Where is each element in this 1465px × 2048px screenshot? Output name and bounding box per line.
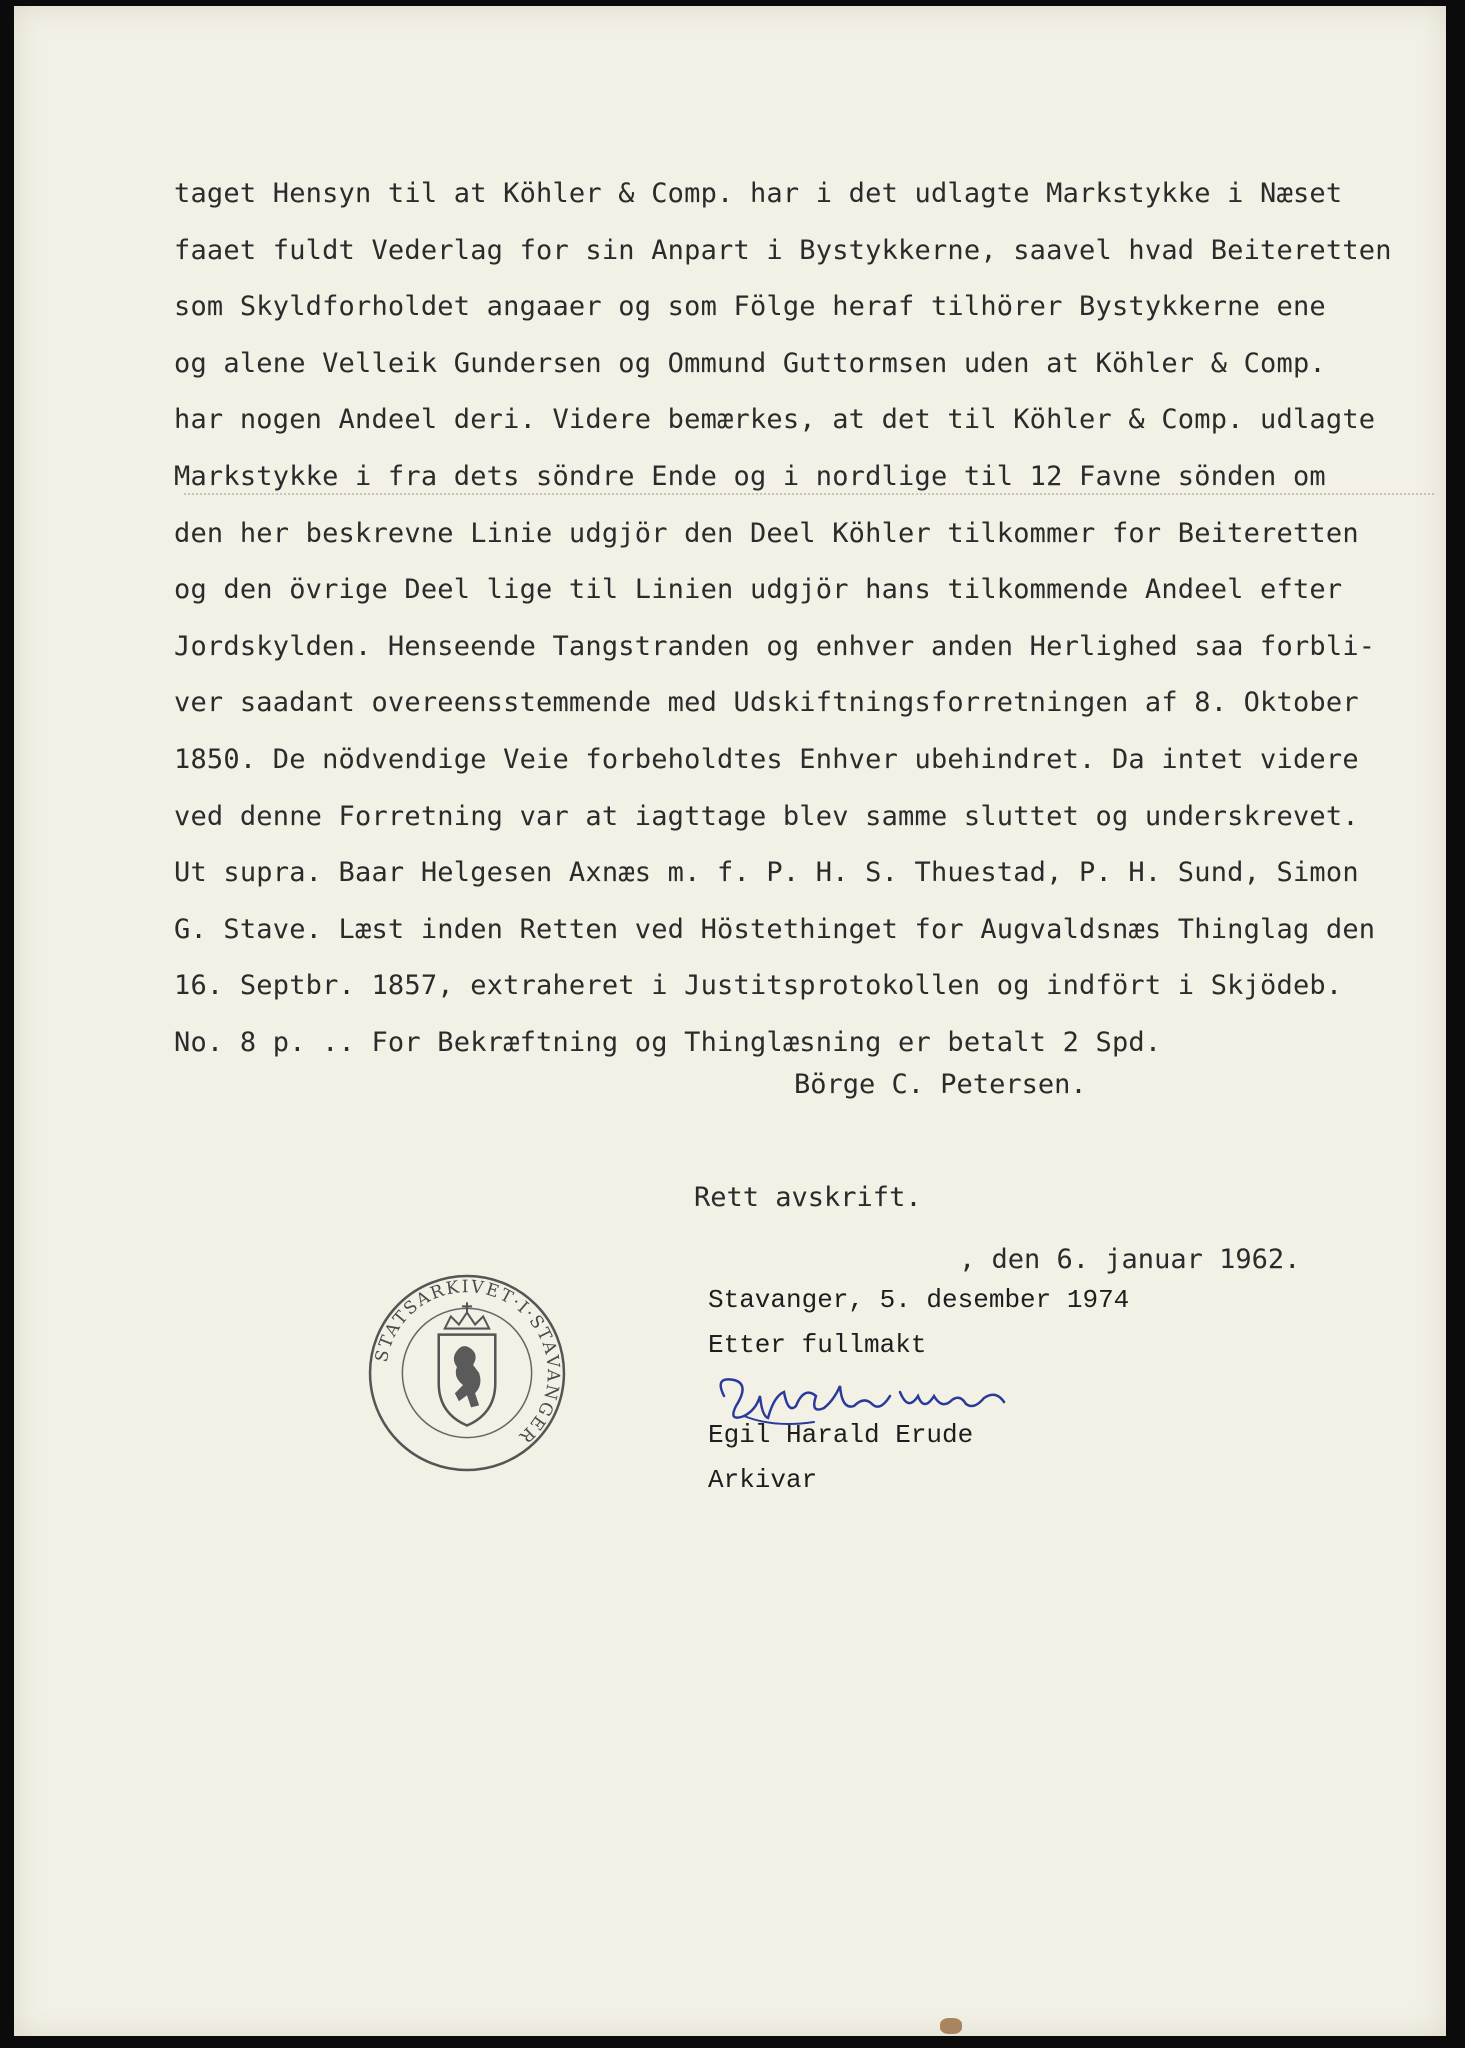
body-line: Ut supra. Baar Helgesen Axnæs m. f. P. H. S. Thuestad, P. H. Sund, Simon: [174, 857, 1359, 889]
cert-name: Egil Harald Erude: [708, 1420, 974, 1450]
body-line: og den övrige Deel lige til Linien udgjör hans tilkommende Andeel efter: [174, 574, 1343, 606]
body-line: No. 8 p. .. For Bekræftning og Thinglæsning er betalt 2 Spd.: [174, 1026, 1162, 1058]
cert-title: Arkivar: [708, 1465, 818, 1495]
body-line: Jordskylden. Henseende Tangstranden og enhver anden Herlighed saa forbli-: [174, 630, 1376, 662]
body-line: faaet fuldt Vederlag for sin Anpart i Bystykkerne, saavel hvad Beiteretten: [174, 234, 1392, 266]
original-signatory: Börge C. Petersen.: [794, 1069, 1087, 1100]
seal-lettering: STATSARKIVET·I·STAVANGER: [371, 1277, 564, 1448]
cert-place-date: Stavanger, 5. desember 1974: [708, 1285, 1130, 1315]
body-line: 1850. De nödvendige Veie forbeholdtes Enhver ubehindret. Da intet videre: [174, 743, 1359, 775]
paper-stain: [940, 2018, 962, 2034]
handwritten-signature: [704, 1366, 1054, 1446]
document-page: [14, 6, 1446, 2036]
archive-seal-stamp: [366, 1272, 568, 1474]
body-line: G. Stave. Læst inden Retten ved Höstethinget for Augvaldsnæs Thinglag den: [174, 913, 1376, 945]
body-line: har nogen Andeel deri. Videre bemærkes, at det til Köhler & Comp. udlagte: [174, 404, 1376, 436]
body-line: den her beskrevne Linie udgjör den Deel Köhler tilkommer for Beiteretten: [174, 517, 1359, 549]
body-line: 16. Septbr. 1857, extraheret i Justitsprotokollen og indfört i Skjödeb.: [174, 970, 1343, 1002]
cert-authority: Etter fullmakt: [708, 1330, 927, 1360]
body-paragraph: [174, 166, 1434, 1072]
rett-avskrift-label: Rett avskrift.: [694, 1182, 922, 1213]
body-line: Markstykke i fra dets söndre Ende og i nordlige til 12 Favne sönden om: [174, 460, 1326, 492]
body-line: som Skyldforholdet angaaer og som Fölge heraf tilhörer Bystykkerne ene: [174, 291, 1326, 323]
body-line: og alene Velleik Gundersen og Ommund Guttormsen uden at Köhler & Comp.: [174, 347, 1326, 379]
copy-date: , den 6. januar 1962.: [959, 1244, 1301, 1275]
body-line: ved denne Forretning var at iagttage blev samme sluttet og underskrevet.: [174, 800, 1359, 832]
body-line: taget Hensyn til at Köhler & Comp. har i det udlagte Markstykke i Næset: [174, 178, 1343, 209]
body-line: ver saadant overeensstemmende med Udskiftningsforretningen af 8. Oktober: [174, 687, 1359, 719]
